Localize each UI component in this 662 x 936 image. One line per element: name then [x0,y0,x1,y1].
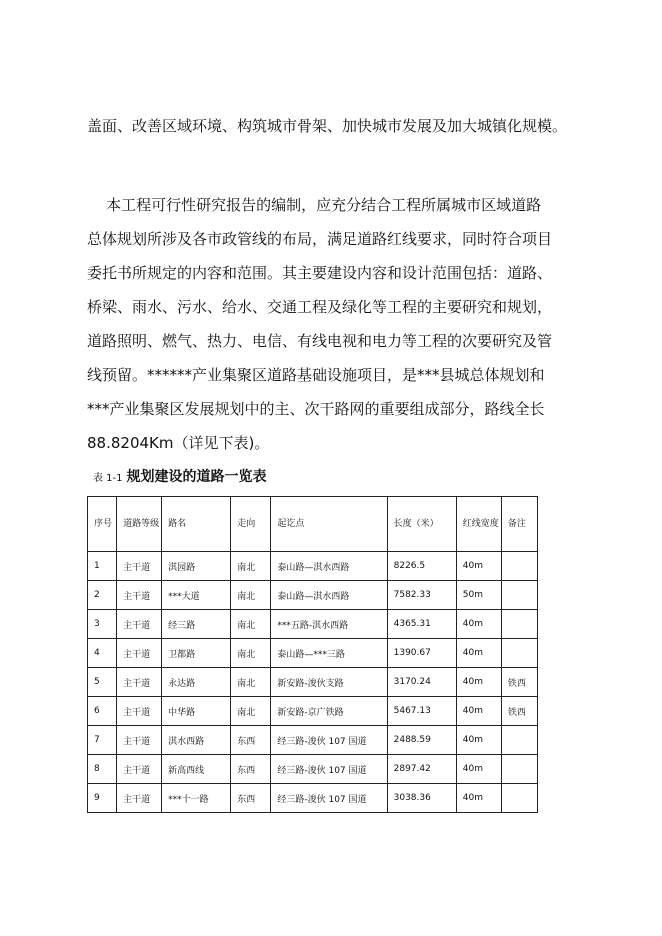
header-grade: 道路等级 [117,497,162,552]
table-caption-number: 表 1-1 [93,473,123,484]
cell-index: 9 [88,784,117,813]
cell-length: 5467.13 [387,697,456,726]
table-caption-title: 规划建设的道路一览表 [126,469,267,485]
table-row [88,755,538,784]
cell-width: 40m [456,668,501,697]
paragraph-line: 线预留。******产业集聚区道路基础设施项目，是***县城总体规划和 [87,366,545,384]
cell-length: 2488.59 [387,726,456,755]
paragraph-line: 委托书所规定的内容和范围。其主要建设内容和设计范围包括：道路、 [87,264,553,282]
cell-direction: 南北 [231,552,271,581]
cell-remark: 铁西 [501,697,537,726]
cell-width: 40m [456,610,501,639]
cell-name: 永达路 [162,668,231,697]
cell-name: ***大道 [162,581,231,610]
cell-name: 新高西线 [162,755,231,784]
table-caption [93,466,267,490]
cell-remark [501,581,537,610]
cell-name: 中华路 [162,697,231,726]
paragraph-scope [87,188,587,460]
table-row [88,639,538,668]
cell-grade: 主干道 [117,755,162,784]
header-length: 长度（米） [387,497,456,552]
cell-name: 经三路 [162,610,231,639]
cell-name: 卫都路 [162,639,231,668]
cell-length: 2897.42 [387,755,456,784]
cell-width: 40m [456,697,501,726]
table-row [88,581,538,610]
header-endpoints: 起讫点 [271,497,387,552]
header-name: 路名 [162,497,231,552]
cell-index: 2 [88,581,117,610]
paragraph-continuation: 盖面、改善区域环境、构筑城市骨架、加快城市发展及加大城镇化规模。 [87,117,568,135]
cell-length: 3038.36 [387,784,456,813]
cell-direction: 南北 [231,697,271,726]
cell-endpoints: 泰山路—***三路 [271,639,387,668]
cell-index: 6 [88,697,117,726]
cell-remark [501,755,537,784]
cell-endpoints: 经三路-浚伙 107 国道 [271,726,387,755]
cell-index: 7 [88,726,117,755]
paragraph-line: 88.8204Km（详见下表)。 [87,434,270,452]
paragraph-line: 桥梁、雨水、污水、给水、交通工程及绿化等工程的主要研究和规划， [87,298,553,316]
cell-grade: 主干道 [117,581,162,610]
cell-direction: 南北 [231,610,271,639]
cell-index: 1 [88,552,117,581]
paragraph-line: 本工程可行性研究报告的编制，应充分结合工程所属城市区域道路 [87,196,542,214]
header-direction: 走向 [231,497,271,552]
table-row [88,668,538,697]
paragraph-line: 总体规划所涉及各市政管线的布局，满足道路红线要求，同时符合项目 [87,230,553,248]
table-row [88,726,538,755]
cell-remark: 铁西 [501,668,537,697]
cell-width: 40m [456,552,501,581]
header-width: 红线宽度 [456,497,501,552]
table-body [88,552,538,813]
cell-length: 1390.67 [387,639,456,668]
cell-index: 8 [88,755,117,784]
cell-index: 4 [88,639,117,668]
cell-remark [501,639,537,668]
cell-endpoints: 泰山路—淇水西路 [271,581,387,610]
cell-endpoints: 新安路-浚伙支路 [271,668,387,697]
cell-remark [501,610,537,639]
cell-grade: 主干道 [117,726,162,755]
cell-endpoints: 新安路-京广铁路 [271,697,387,726]
cell-width: 40m [456,755,501,784]
cell-grade: 主干道 [117,610,162,639]
cell-direction: 南北 [231,581,271,610]
cell-length: 8226.5 [387,552,456,581]
cell-length: 3170.24 [387,668,456,697]
cell-direction: 南北 [231,668,271,697]
cell-endpoints: ***五路-淇水西路 [271,610,387,639]
cell-width: 40m [456,639,501,668]
header-remark: 备注 [501,497,537,552]
table-header-row [88,497,538,552]
cell-remark [501,726,537,755]
cell-grade: 主干道 [117,697,162,726]
paragraph-line: ***产业集聚区发展规划中的主、次干路网的重要组成部分，路线全长 [87,400,545,418]
cell-direction: 东西 [231,755,271,784]
cell-index: 3 [88,610,117,639]
cell-endpoints: 泰山路—淇水西路 [271,552,387,581]
cell-direction: 东西 [231,784,271,813]
cell-endpoints: 经三路-浚伙 107 国道 [271,784,387,813]
cell-grade: 主干道 [117,668,162,697]
header-index: 序号 [88,497,117,552]
cell-name: 淇园路 [162,552,231,581]
cell-grade: 主干道 [117,784,162,813]
cell-grade: 主干道 [117,552,162,581]
cell-width: 50m [456,581,501,610]
table-row [88,552,538,581]
cell-remark [501,552,537,581]
cell-remark [501,784,537,813]
cell-width: 40m [456,726,501,755]
table-row [88,697,538,726]
cell-name: 淇水西路 [162,726,231,755]
cell-direction: 南北 [231,639,271,668]
cell-width: 40m [456,784,501,813]
cell-length: 4365.31 [387,610,456,639]
table-row [88,784,538,813]
cell-length: 7582.33 [387,581,456,610]
cell-grade: 主干道 [117,639,162,668]
cell-direction: 东西 [231,726,271,755]
table-row [88,610,538,639]
paragraph-line: 道路照明、燃气、热力、电信、有线电视和电力等工程的次要研究及管 [87,332,553,350]
road-table [87,496,538,813]
cell-index: 5 [88,668,117,697]
cell-name: ***十一路 [162,784,231,813]
cell-endpoints: 经三路-浚伙 107 国道 [271,755,387,784]
